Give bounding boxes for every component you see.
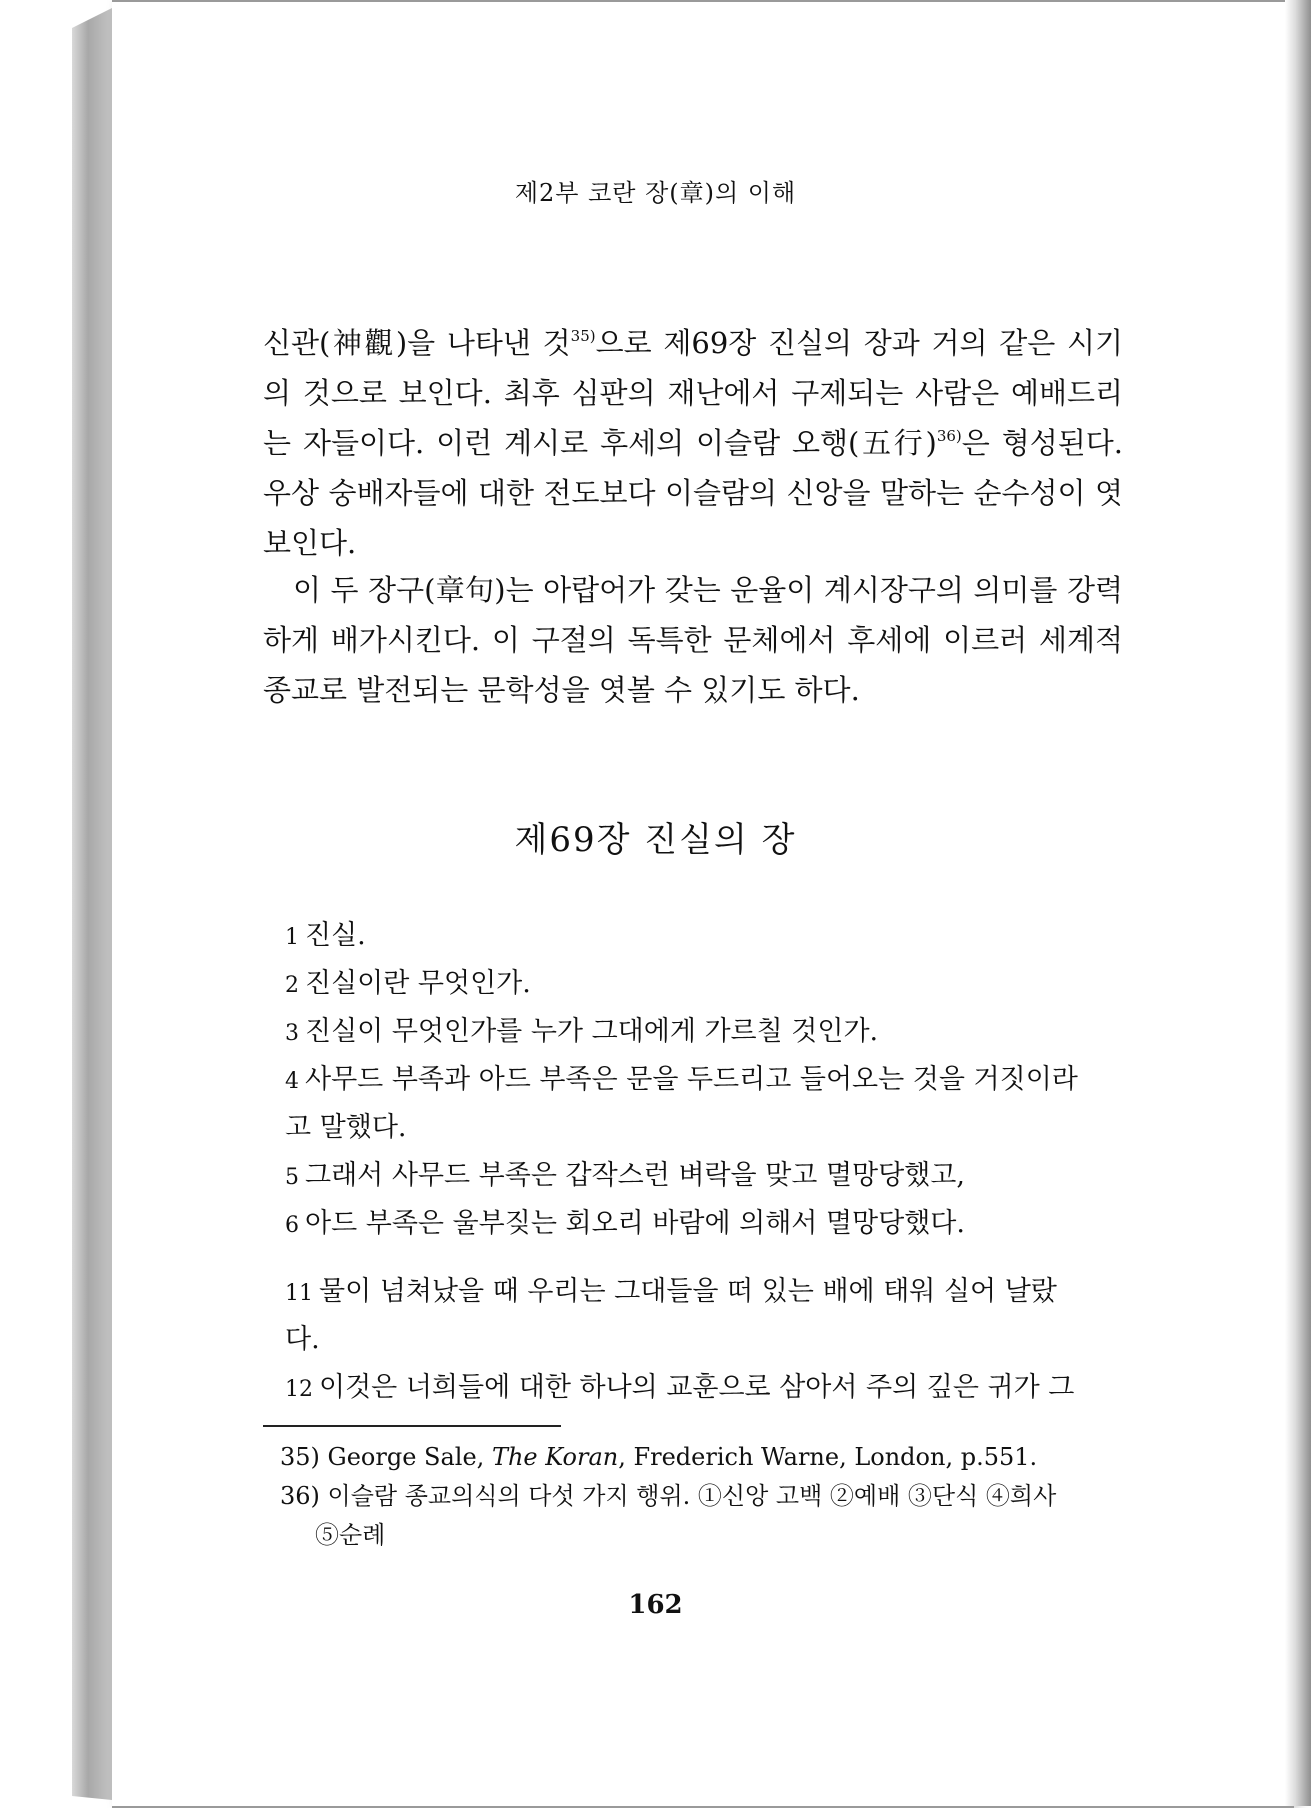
verse-number: 11 — [285, 1281, 313, 1306]
running-header: 제2부 코란 장(章)의 이해 — [514, 179, 797, 207]
verse-number: 2 — [285, 973, 299, 998]
para1-text-b: 으로 제69장 진실의 장과 거의 같은 시기의 것으로 보인다. 최후 심판의 재난에서 구제되는 사람은 예배드리는 자들이다. 이런 계시로 후세의 이슬람 오행(五行) — [263, 326, 1124, 460]
verse-text: 아드 부족은 울부짖는 회오리 바람에 의해서 멸망당했다. — [305, 1208, 965, 1239]
verse-1 — [285, 912, 1095, 962]
footnote-divider — [263, 1425, 561, 1427]
verse-number: 5 — [285, 1165, 299, 1190]
chapter-title: 제69장 진실의 장 — [514, 820, 797, 860]
verse-text: 진실이란 무엇인가. — [305, 968, 531, 999]
verse-3 — [285, 1008, 1095, 1058]
verse-text: 진실. — [305, 920, 366, 951]
footnote-ref-36: 36) — [936, 427, 962, 445]
verse-text: 사무드 부족과 아드 부족은 문을 두드리고 들어오는 것을 거짓이라 — [305, 1064, 1078, 1095]
verse-11 — [285, 1268, 1095, 1318]
para1-text-c: 은 형성된다. 우상 숭배자들에 대한 전도보다 이슬람의 신앙을 말하는 순수성이 엿보인다. — [263, 426, 1123, 560]
footnote-36-continuation: ⑤순례 — [315, 1521, 386, 1549]
footnote-author: George Sale, — [327, 1443, 485, 1471]
verse-number: 6 — [285, 1213, 299, 1238]
page-edge — [1285, 0, 1311, 1806]
verse-number: 4 — [285, 1069, 299, 1094]
verse-text: 이것은 너희들에 대한 하나의 교훈으로 삼아서 주의 깊은 귀가 그 — [319, 1372, 1075, 1403]
body-paragraph-1 — [263, 318, 1123, 568]
verse-6 — [285, 1200, 1095, 1250]
footnote-35 — [280, 1438, 1120, 1476]
verse-text: 진실이 무엇인가를 누가 그대에게 가르칠 것인가. — [305, 1016, 879, 1047]
footnote-book-title: The Koran — [491, 1443, 619, 1471]
verse-number: 1 — [285, 925, 299, 950]
footnote-ref-35: 35) — [570, 327, 596, 345]
book-page — [112, 0, 1294, 1808]
footnote-publication: , Frederich Warne, London, p.551. — [618, 1443, 1038, 1471]
verse-12 — [285, 1364, 1095, 1414]
page-number: 162 — [628, 1590, 683, 1620]
body-paragraph-2: 이 두 장구(章句)는 아랍어가 갖는 운율이 계시장구의 의미를 강력하게 배가시킨다. 이 구절의 독특한 문체에서 후세에 이르러 세계적 종교로 발전되는 문학성을 엿볼 수 있기도 하다. — [263, 573, 1123, 707]
verse-2 — [285, 960, 1095, 1010]
footnote-36 — [280, 1477, 1120, 1515]
verse-text: 그래서 사무드 부족은 갑작스런 벼락을 맞고 멸망당했고, — [305, 1160, 965, 1191]
footnote-marker: 35) — [280, 1443, 320, 1471]
footnote-marker: 36) — [280, 1482, 320, 1510]
verse-text: 물이 넘쳐났을 때 우리는 그대들을 떠 있는 배에 태워 실어 날랐 — [319, 1276, 1057, 1307]
verse-number: 3 — [285, 1021, 299, 1046]
para1-text-a: 신관(神觀)을 나타낸 것 — [263, 326, 571, 360]
footnote-text: 이슬람 종교의식의 다섯 가지 행위. ①신앙 고백 ②예배 ③단식 ④희사 — [327, 1482, 1057, 1510]
verse-11-continuation: 다. — [285, 1324, 320, 1355]
book-spine — [72, 8, 112, 1800]
verse-4-continuation: 고 말했다. — [285, 1112, 407, 1143]
verse-number: 12 — [285, 1377, 313, 1402]
verse-4 — [285, 1056, 1095, 1106]
verse-5 — [285, 1152, 1095, 1202]
